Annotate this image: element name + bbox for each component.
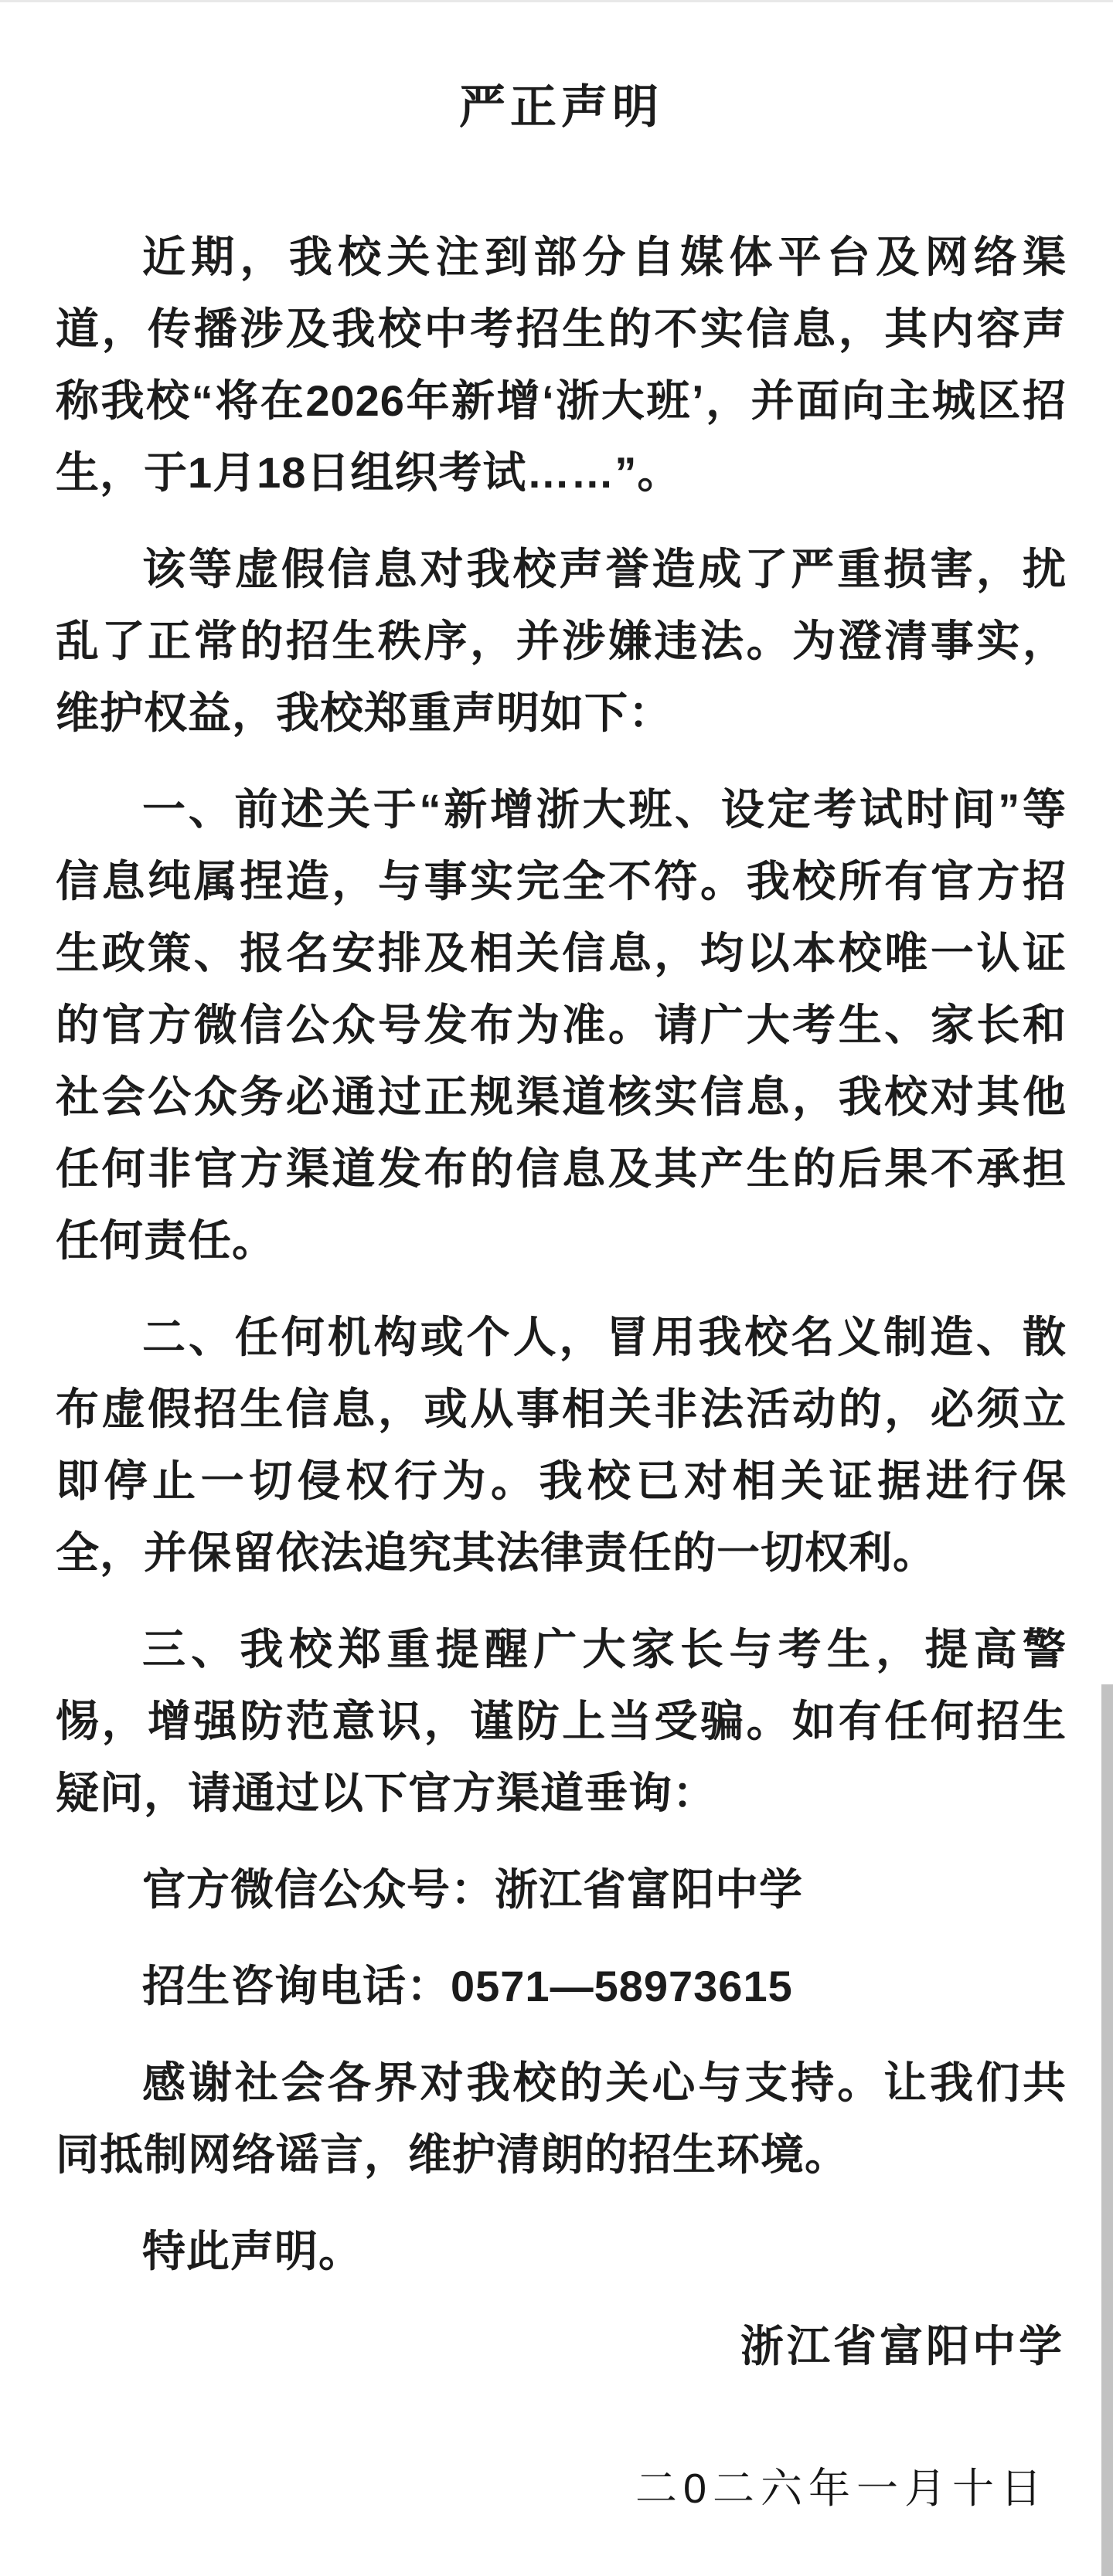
contact-wechat-line: 官方微信公众号：浙江省富阳中学 <box>142 1865 803 1914</box>
statement-date: 二0二六年一月十日 <box>635 2466 1048 2512</box>
paragraph-harm: 该等虚假信息对我校声誉造成了严重损害，扰乱了正常的招生秩序，并涉嫌违法。为澄清事实，维护权益，我校郑重声明如下： <box>56 545 1067 737</box>
paragraph-intro: 近期，我校关注到部分自媒体平台及网络渠道，传播涉及我校中考招生的不实信息，其内容声称我校“将在2026年新增‘浙大班’，并面向主城区招生，于1月18日组织考试……”。 <box>56 233 1067 497</box>
statement-content <box>0 78 1113 2525</box>
vertical-scrollbar[interactable] <box>1101 1684 1113 2576</box>
contact-phone-line: 招生咨询电话：0571—58973615 <box>142 1962 793 2010</box>
paragraph-point-3: 三、我校郑重提醒广大家长与考生，提高警惕，增强防范意识，谨防上当受骗。如有任何招生疑问，请通过以下官方渠道垂询： <box>56 1625 1067 1817</box>
paragraph-closing: 特此声明。 <box>142 2227 362 2275</box>
paragraph-thanks: 感谢社会各界对我校的关心与支持。让我们共同抵制网络谣言，维护清朗的招生环境。 <box>56 2058 1067 2179</box>
page-title: 严正声明 <box>459 81 663 133</box>
paragraph-point-2: 二、任何机构或个人，冒用我校名义制造、散布虚假招生信息，或从事相关非法活动的，必须立即停止一切侵权行为。我校已对相关证据进行保全，并保留依法追究其法律责任的一切权利。 <box>56 1313 1067 1577</box>
school-signature: 浙江省富阳中学 <box>740 2322 1065 2370</box>
paragraph-point-1: 一、前述关于“新增浙大班、设定考试时间”等信息纯属捏造，与事实完全不符。我校所有官方招生政策、报名安排及相关信息，均以本校唯一认证的官方微信公众号发布为准。请广大考生、家长和社会公众务必通过正规渠道核实信息，我校对其他任何非官方渠道发布的信息及其产生的后果不承担任何责任。 <box>56 785 1067 1265</box>
